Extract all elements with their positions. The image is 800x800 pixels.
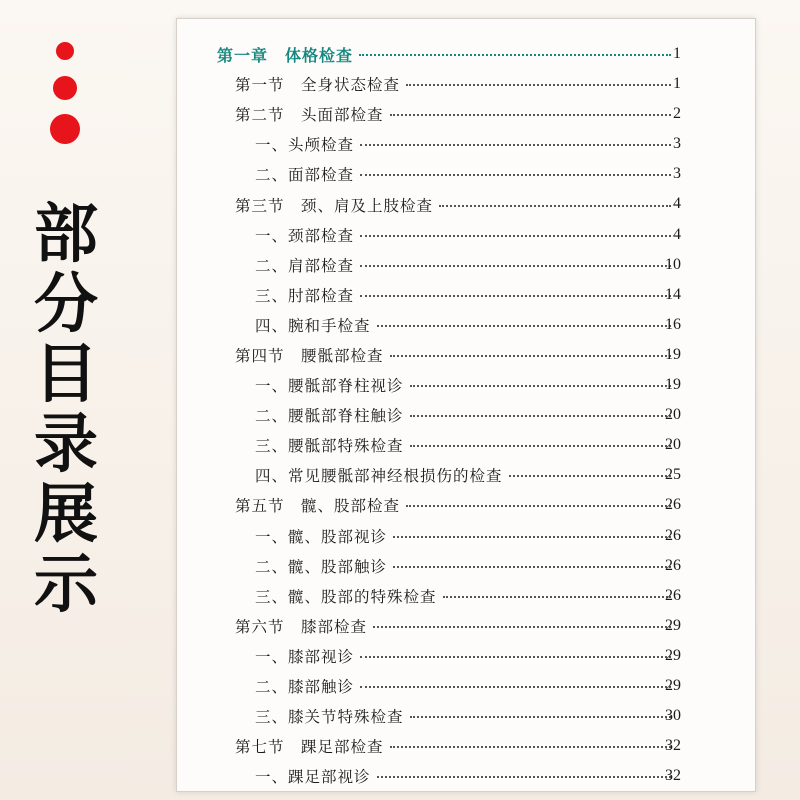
toc-item-row bbox=[177, 129, 755, 159]
dot-leader bbox=[410, 415, 671, 417]
toc-item-row bbox=[177, 400, 755, 430]
dot-leader bbox=[410, 385, 671, 387]
toc-item-row bbox=[177, 671, 755, 701]
red-dot-icon bbox=[56, 42, 74, 60]
dot-leader bbox=[443, 596, 671, 598]
dot-leader bbox=[360, 235, 671, 237]
red-dot-icon bbox=[53, 76, 77, 100]
toc-title: 三、腰骶部特殊检查 bbox=[255, 437, 404, 456]
toc-title: 第四节 腰骶部检查 bbox=[235, 346, 384, 365]
toc-item-row bbox=[177, 641, 755, 671]
dot-leader bbox=[360, 686, 671, 688]
toc-title: 第六节 膝部检查 bbox=[235, 617, 368, 636]
toc-item-row bbox=[177, 460, 755, 490]
toc-page-number: 19 bbox=[665, 376, 681, 394]
toc-page-number: 26 bbox=[665, 526, 681, 544]
toc-page-number: 16 bbox=[665, 315, 681, 333]
toc-title: 第一节 全身状态检查 bbox=[235, 76, 401, 95]
toc-title: 四、常见腰骶部神经根损伤的检查 bbox=[255, 467, 503, 486]
toc-page-number: 1 bbox=[673, 75, 681, 93]
toc-page-number: 32 bbox=[665, 737, 681, 755]
toc-title: 一、踝足部视诊 bbox=[255, 768, 371, 787]
toc-section-row bbox=[177, 99, 755, 129]
side-title: 部分目录展示 bbox=[34, 198, 98, 622]
dot-leader bbox=[373, 626, 671, 628]
toc-page-number: 19 bbox=[665, 345, 681, 363]
toc-page-number: 29 bbox=[665, 616, 681, 634]
toc-page-number: 32 bbox=[665, 767, 681, 785]
toc-title: 三、肘部检查 bbox=[255, 286, 355, 305]
toc-title: 一、髋、股部视诊 bbox=[255, 527, 388, 546]
toc-item-row bbox=[177, 761, 755, 791]
dot-leader bbox=[393, 566, 671, 568]
toc-page bbox=[176, 18, 756, 792]
toc-item-row bbox=[177, 159, 755, 189]
dot-leader bbox=[360, 174, 671, 176]
red-dot-icon bbox=[50, 114, 80, 144]
toc-item-row bbox=[177, 430, 755, 460]
dot-leader bbox=[390, 114, 671, 116]
toc-title: 一、颈部检查 bbox=[255, 226, 355, 245]
dot-leader bbox=[410, 716, 671, 718]
toc-title: 一、腰骶部脊柱视诊 bbox=[255, 377, 404, 396]
toc-page-number: 10 bbox=[665, 255, 681, 273]
dot-leader bbox=[406, 505, 671, 507]
toc-page-number: 29 bbox=[665, 676, 681, 694]
toc-page-number: 26 bbox=[665, 586, 681, 604]
toc-section-row bbox=[177, 611, 755, 641]
dot-leader bbox=[360, 656, 671, 658]
toc-title: 三、膝关节特殊检查 bbox=[255, 708, 404, 727]
dot-leader bbox=[360, 144, 671, 146]
toc-title: 二、髋、股部触诊 bbox=[255, 557, 388, 576]
toc-page-number: 26 bbox=[665, 556, 681, 574]
toc-section-row bbox=[177, 731, 755, 761]
toc-title: 一、头颅检查 bbox=[255, 136, 355, 155]
toc-item-row bbox=[177, 551, 755, 581]
toc-page-number: 20 bbox=[665, 406, 681, 424]
dot-leader bbox=[406, 84, 671, 86]
dot-leader bbox=[509, 475, 671, 477]
dot-leader bbox=[360, 295, 671, 297]
toc-page-number: 26 bbox=[665, 496, 681, 514]
toc-item-row bbox=[177, 521, 755, 551]
toc-item-row bbox=[177, 220, 755, 250]
toc-item-row bbox=[177, 581, 755, 611]
toc-title: 三、髋、股部的特殊检查 bbox=[255, 587, 437, 606]
toc-title: 一、膝部视诊 bbox=[255, 647, 355, 666]
dot-leader bbox=[439, 205, 671, 207]
toc-item-row bbox=[177, 701, 755, 731]
toc-page-number: 3 bbox=[673, 135, 681, 153]
toc-title: 二、腰骶部脊柱触诊 bbox=[255, 407, 404, 426]
toc-item-row bbox=[177, 250, 755, 280]
toc-item-row bbox=[177, 370, 755, 400]
toc-title: 第五节 髋、股部检查 bbox=[235, 497, 401, 516]
toc-page-number: 29 bbox=[665, 646, 681, 664]
toc-title: 第二节 头面部检查 bbox=[235, 106, 384, 125]
dot-leader bbox=[393, 536, 671, 538]
toc-section-row bbox=[177, 69, 755, 99]
toc-item-row bbox=[177, 280, 755, 310]
decorative-dots bbox=[50, 42, 80, 144]
dot-leader bbox=[360, 265, 671, 267]
dot-leader bbox=[410, 445, 671, 447]
toc-item-row bbox=[177, 310, 755, 340]
toc-title: 第七节 踝足部检查 bbox=[235, 738, 384, 757]
dot-leader bbox=[377, 325, 671, 327]
toc-chapter-row bbox=[177, 39, 755, 69]
toc-page-number: 14 bbox=[665, 285, 681, 303]
dot-leader bbox=[390, 355, 671, 357]
toc-title: 四、腕和手检查 bbox=[255, 316, 371, 335]
toc-page-number: 30 bbox=[665, 707, 681, 725]
toc-page-number: 4 bbox=[673, 225, 681, 243]
toc-section-row bbox=[177, 490, 755, 520]
toc-title: 二、膝部触诊 bbox=[255, 678, 355, 697]
table-of-contents bbox=[177, 39, 755, 791]
toc-title: 第一章 体格检查 bbox=[217, 45, 354, 65]
toc-page-number: 1 bbox=[673, 45, 681, 62]
toc-section-row bbox=[177, 340, 755, 370]
dot-leader bbox=[390, 746, 671, 748]
toc-title: 二、面部检查 bbox=[255, 166, 355, 185]
dot-leader bbox=[377, 776, 671, 778]
toc-page-number: 25 bbox=[665, 466, 681, 484]
dot-leader bbox=[359, 54, 671, 56]
toc-page-number: 4 bbox=[673, 195, 681, 213]
toc-page-number: 20 bbox=[665, 436, 681, 454]
toc-page-number: 3 bbox=[673, 165, 681, 183]
toc-title: 二、肩部检查 bbox=[255, 256, 355, 275]
toc-page-number: 2 bbox=[673, 105, 681, 123]
toc-section-row bbox=[177, 189, 755, 219]
toc-title: 第三节 颈、肩及上肢检查 bbox=[235, 196, 434, 215]
